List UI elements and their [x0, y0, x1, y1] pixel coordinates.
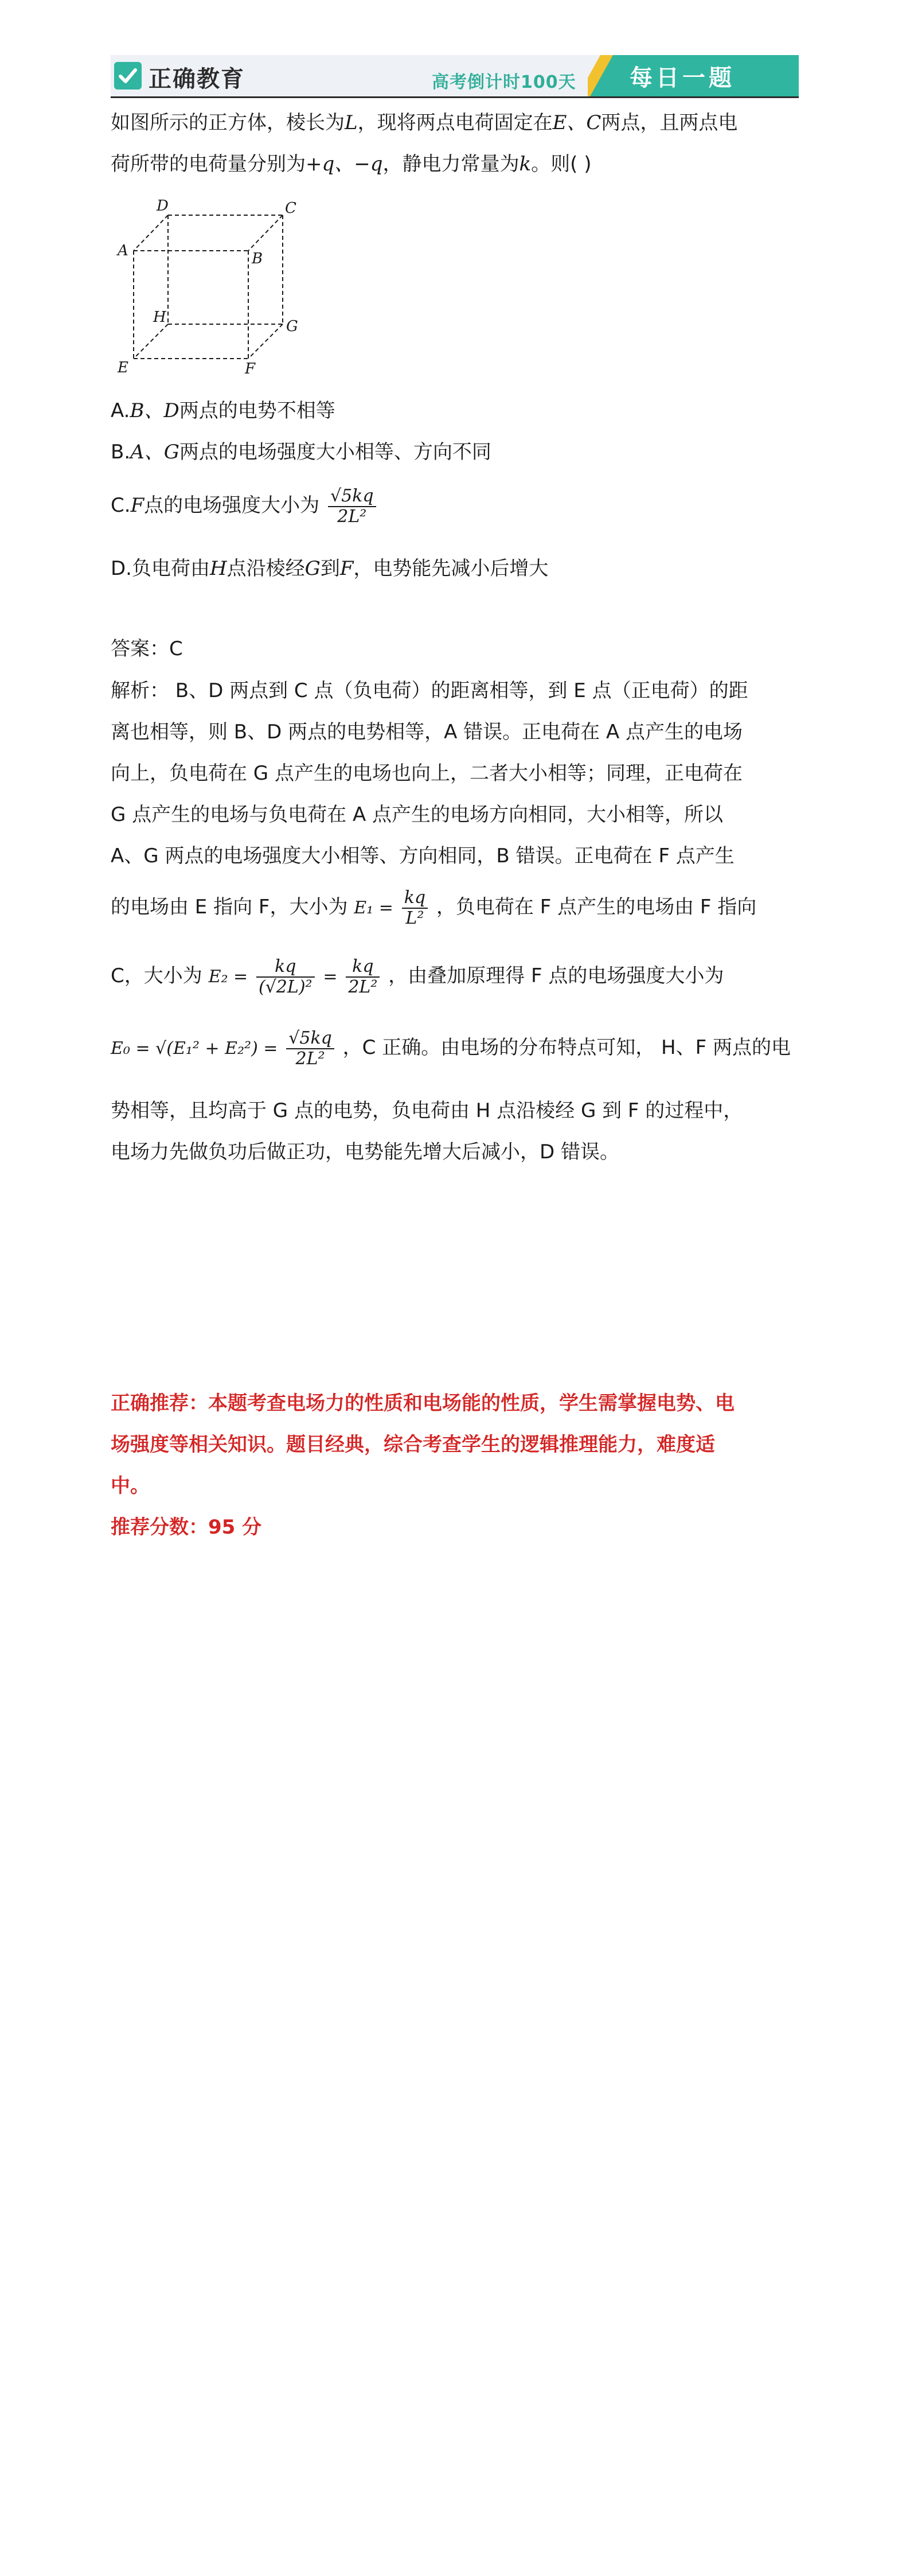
recommendation-line-3: 中。 — [111, 1474, 150, 1497]
vertex-label-h: H — [153, 309, 166, 326]
ribbon-title: 每日一题 — [630, 65, 735, 91]
checkmark-icon — [114, 62, 142, 90]
e2-fraction-1: $\frac{kq}{\text{(√2L)²}}$ — [256, 957, 315, 997]
countdown-text: 高考倒计时100天 — [432, 72, 576, 92]
analysis-line-6: 的电场由 E 指向 F，大小为 E₁ = $\frac{kq}{\text{L²}}$ ，负电荷在 F 点产生的电场由 F 指向 — [111, 887, 757, 928]
recommendation-line-2: 场强度等相关知识。题目经典，综合考查学生的逻辑推理能力，难度适 — [111, 1433, 715, 1456]
e1-fraction: $\frac{kq}{\text{L²}}$ — [402, 888, 428, 928]
option-d: D.负电荷由H点沿棱经G到F，电势能先减小后增大 — [111, 557, 549, 580]
vertex-label-b: B — [252, 250, 263, 267]
question-line-1: 如图所示的正方体，棱长为L，现将两点电荷固定在E、C两点，且两点电 — [111, 111, 738, 134]
option-a: A.B、D两点的电势不相等 — [111, 399, 335, 422]
vertex-label-c: C — [285, 200, 296, 217]
vertex-label-f: F — [245, 360, 256, 378]
vertex-label-d: D — [157, 198, 169, 215]
analysis-line-9: 势相等，且均高于 G 点的电势，负电荷由 H 点沿棱经 G 到 F 的过程中， — [111, 1099, 743, 1122]
analysis-line-8: E₀ = √(E₁² + E₂²) = $\frac{√5kq}{\text{2L²}}$ ，C 正确。由电场的分布特点可知， H、F 两点的电 — [111, 1028, 791, 1069]
analysis-line-3: 向上，负电荷在 G 点产生的电场也向上，二者大小相等；同理，正电荷在 — [111, 762, 743, 785]
option-c: C.F点的电场强度大小为 $\frac{√5kq}{\text{2L²}}$ — [111, 485, 378, 527]
analysis-line-7: C，大小为 E₂ = $\frac{kq}{\text{(√2L)²}}$ = $\frac{kq}{\text{2L²}}$ ，由叠加原理得 F 点的电场强度大小为 — [111, 956, 724, 997]
header-banner — [111, 55, 799, 98]
option-c-fraction: $\frac{√5kq}{\text{2L²}}$ — [328, 487, 376, 527]
vertex-label-e: E — [118, 359, 128, 376]
recommendation-line-1: 正确推荐：本题考查电场力的性质和电场能的性质，学生需掌握电势、电 — [111, 1392, 735, 1415]
e2-fraction-2: $\frac{kq}{\text{2L²}}$ — [346, 957, 380, 997]
cube-figure — [111, 198, 306, 382]
analysis-line-2: 离也相等，则 B、D 两点的电势相等，A 错误。正电荷在 A 点产生的电场 — [111, 721, 743, 744]
option-b: B.A、G两点的电场强度大小相等、方向不同 — [111, 441, 491, 464]
question-line-2: 荷所带的电荷量分别为+q、−q，静电力常量为k。则( ) — [111, 153, 592, 176]
vertex-label-g: G — [286, 318, 298, 335]
recommendation-score: 推荐分数：95 分 — [111, 1516, 262, 1539]
analysis-line-4: G 点产生的电场与负电荷在 A 点产生的电场方向相同，大小相等，所以 — [111, 803, 724, 826]
analysis-line-1: 解析： B、D 两点到 C 点（负电荷）的距离相等，到 E 点（正电荷）的距 — [111, 679, 748, 702]
answer-label: 答案：C — [111, 637, 183, 660]
analysis-line-5: A、G 两点的电场强度大小相等、方向相同，B 错误。正电荷在 F 点产生 — [111, 845, 735, 867]
e0-fraction: $\frac{√5kq}{\text{2L²}}$ — [286, 1029, 334, 1069]
brand-name: 正确教育 — [149, 66, 245, 92]
analysis-line-10: 电场力先做负功后做正功，电势能先增大后减小，D 错误。 — [111, 1141, 619, 1164]
vertex-label-a: A — [118, 242, 128, 259]
